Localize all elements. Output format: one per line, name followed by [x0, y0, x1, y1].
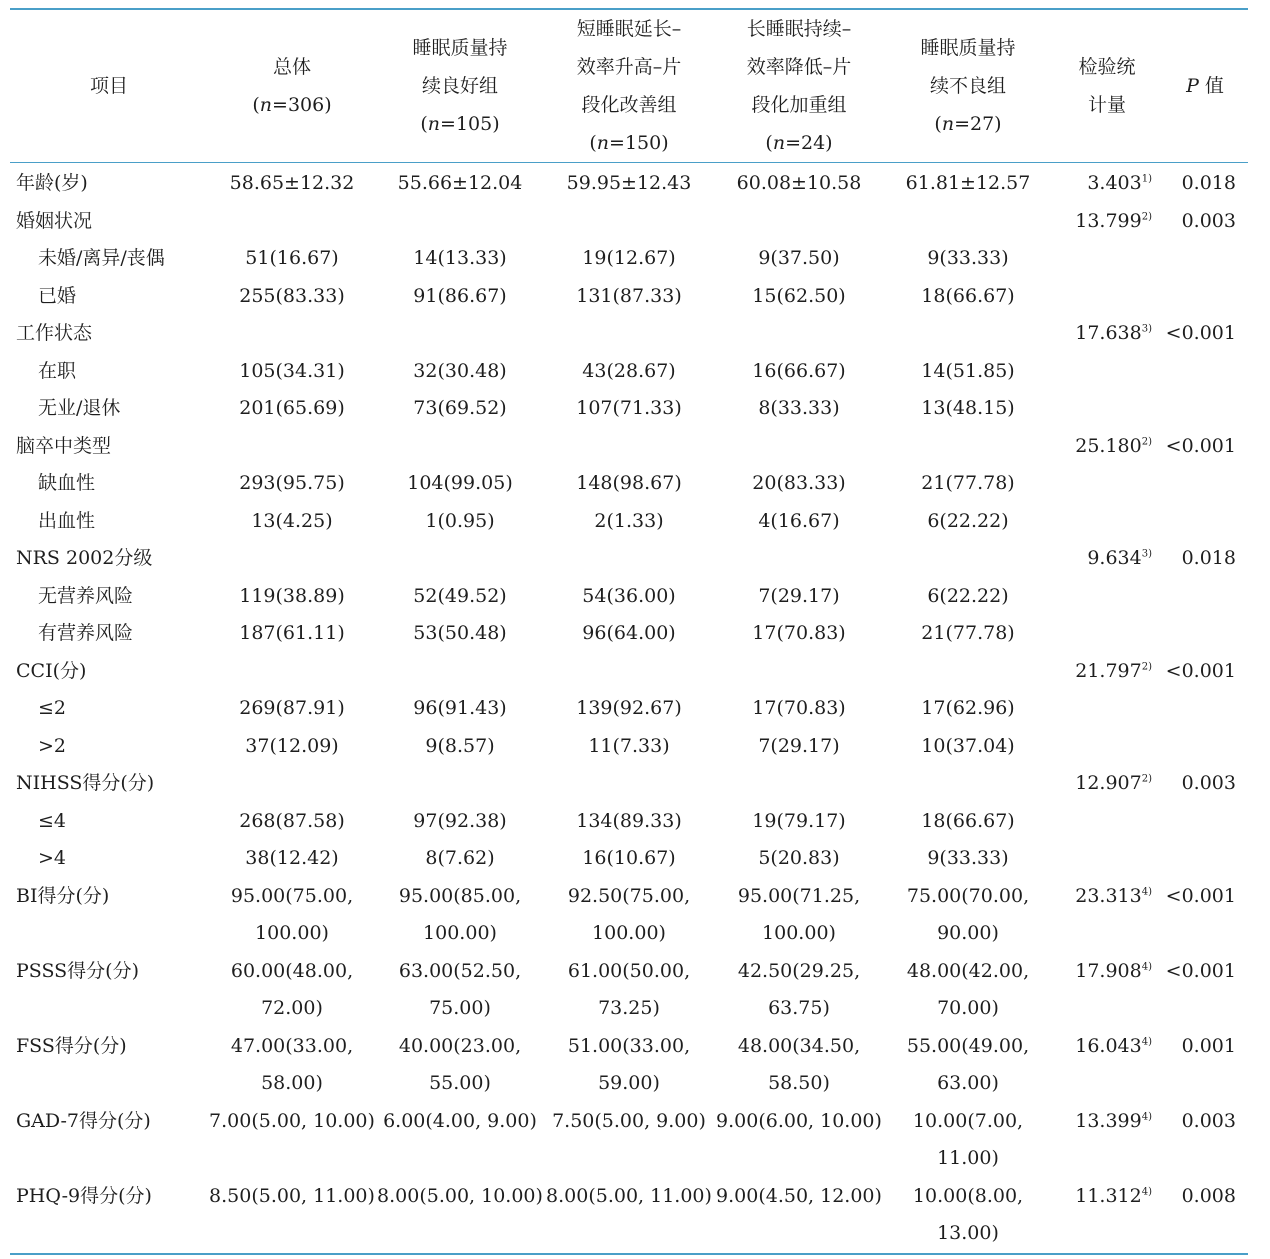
header-stat-line2: 计量 [1087, 94, 1126, 116]
stat-footnote: 4) [1141, 886, 1152, 898]
cell-g4: 13(48.15) [921, 397, 1015, 419]
cell-g3: 48.00(34.50, 58.50) [737, 1034, 861, 1094]
cell-g2: 11(7.33) [588, 734, 670, 757]
cell-g4 [884, 315, 1052, 353]
table-row [10, 465, 1248, 503]
stat-value: 9.634 [1087, 547, 1142, 569]
stat-footnote: 1) [1141, 173, 1152, 185]
cell-g2 [544, 203, 714, 241]
row-label: NRS 2002分级 [16, 547, 153, 569]
cell-g1: 91(86.67) [413, 284, 507, 307]
cell-g3 [714, 428, 884, 466]
cell-g3: 7(29.17) [758, 584, 840, 607]
cell-g3: 20(83.33) [752, 472, 846, 494]
row-label: >4 [38, 847, 67, 869]
cell-g1: 53(50.48) [413, 622, 507, 644]
header-group4: 睡眠质量持 续不良组 (n=27) [884, 9, 1052, 163]
cell-g3 [714, 765, 884, 803]
cell-g3 [714, 653, 884, 691]
cell-stat [1052, 1028, 1162, 1103]
cell-stat [1052, 653, 1162, 691]
cell-g4 [884, 653, 1052, 691]
cell-g1: 6.00(4.00, 9.00) [383, 1109, 537, 1132]
cell-g2: 131(87.33) [576, 284, 682, 307]
cell-g1 [376, 765, 544, 803]
table-row [10, 503, 1248, 541]
row-label: 脑卒中类型 [16, 434, 112, 457]
table-row [10, 540, 1248, 578]
cell-total: 60.00(48.00, 72.00) [230, 959, 354, 1019]
stat-footnote: 4) [1141, 961, 1152, 973]
stat-value: 13.799 [1075, 209, 1142, 232]
row-label: 年龄(岁) [16, 172, 88, 194]
cell-g3: 17(70.83) [752, 622, 846, 644]
cell-p: 0.018 [1181, 547, 1236, 569]
row-label: ≤2 [38, 697, 67, 719]
cell-g1: 96(91.43) [413, 697, 507, 719]
cell-total [208, 428, 376, 466]
cell-stat [1052, 803, 1162, 841]
header-group3-line1: 长睡眠持续– [746, 18, 852, 40]
cell-g2: 43(28.67) [582, 359, 676, 382]
stat-value: 13.399 [1075, 1109, 1142, 1132]
header-group4-n: =27 [954, 113, 995, 135]
cell-p [1162, 503, 1248, 541]
cell-total [208, 653, 376, 691]
cell-g1: 97(92.38) [413, 809, 507, 832]
table-row [10, 765, 1248, 803]
cell-total: 105(34.31) [239, 359, 345, 382]
n-letter: n [941, 113, 955, 135]
header-item-label: 项目 [89, 75, 128, 97]
cell-g4: 21(77.78) [921, 622, 1015, 644]
cell-p: 0.008 [1162, 1178, 1248, 1254]
cell-stat [1052, 465, 1162, 503]
table-row [10, 728, 1248, 766]
stat-value: 11.312 [1075, 1184, 1142, 1207]
header-group2-line1: 短睡眠延长– [576, 18, 682, 40]
row-label: 未婚/离异/丧偶 [38, 247, 165, 269]
header-stat-line1: 检验统 [1078, 56, 1136, 78]
cell-p [1162, 578, 1248, 616]
row-label: CCI(分) [16, 659, 87, 682]
stat-footnote: 2) [1141, 661, 1152, 673]
table-row [10, 278, 1248, 316]
cell-g3: 7(29.17) [758, 734, 840, 757]
table-row [10, 615, 1248, 653]
cell-total: 268(87.58) [239, 809, 345, 832]
cell-p: 0.003 [1181, 209, 1236, 232]
cell-g1: 32(30.48) [413, 359, 507, 382]
data-table [10, 8, 1248, 1255]
cell-p [1162, 240, 1248, 278]
cell-p: 0.001 [1181, 1034, 1236, 1057]
cell-g4: 10(37.04) [921, 734, 1015, 757]
row-label: 在职 [38, 359, 77, 382]
cell-p: 0.018 [1181, 172, 1236, 194]
stat-footnote: 4) [1141, 1036, 1152, 1048]
table-row [10, 390, 1248, 428]
cell-g4: 6(22.22) [927, 584, 1009, 607]
cell-g4: 14(51.85) [921, 359, 1015, 382]
header-group2-n: =150 [609, 132, 662, 154]
header-item [10, 9, 208, 163]
table-row [10, 953, 1248, 1028]
n-letter: n [772, 132, 786, 154]
header-group1-n: =105 [440, 113, 493, 135]
cell-total: 269(87.91) [239, 697, 345, 719]
header-p-letter: P [1186, 75, 1199, 97]
stat-footnote: 2) [1141, 436, 1152, 448]
cell-g4: 55.00(49.00, 63.00) [906, 1034, 1030, 1094]
cell-stat [1052, 728, 1162, 766]
cell-g2 [544, 428, 714, 466]
stat-footnote: 4) [1141, 1186, 1152, 1198]
cell-total: 119(38.89) [239, 584, 345, 607]
cell-total: 187(61.11) [239, 622, 345, 644]
cell-total: 51(16.67) [245, 247, 339, 269]
cell-g1: 52(49.52) [413, 584, 507, 607]
cell-total: 38(12.42) [245, 847, 339, 869]
row-label: BI得分(分) [16, 884, 110, 907]
cell-g4: 18(66.67) [921, 809, 1015, 832]
cell-total: 95.00(75.00, 100.00) [230, 884, 354, 944]
header-group4-line2: 续不良组 [929, 75, 1006, 97]
cell-g3 [714, 540, 884, 578]
header-group2-line3: 段化改善组 [581, 94, 677, 116]
row-label: 无业/退休 [38, 397, 121, 419]
cell-g2 [544, 765, 714, 803]
cell-g3: 9.00(6.00, 10.00) [716, 1109, 882, 1132]
cell-g4: 21(77.78) [921, 472, 1015, 494]
cell-total [208, 315, 376, 353]
cell-g1: 9(8.57) [425, 734, 495, 757]
cell-g3 [714, 203, 884, 241]
table-row [10, 840, 1248, 878]
cell-g3: 8(33.33) [758, 397, 840, 419]
cell-g1 [376, 428, 544, 466]
cell-total: 47.00(33.00, 58.00) [230, 1034, 354, 1094]
table-row [10, 690, 1248, 728]
cell-g2: 107(71.33) [576, 397, 682, 419]
cell-g2: 92.50(75.00, 100.00) [567, 884, 691, 944]
cell-g2: 7.50(5.00, 9.00) [552, 1109, 706, 1132]
cell-g2: 139(92.67) [576, 697, 682, 719]
cell-g4: 61.81±12.57 [905, 172, 1031, 194]
stat-footnote: 3) [1141, 323, 1152, 335]
cell-p: <0.001 [1165, 659, 1236, 682]
cell-total: 201(65.69) [239, 397, 345, 419]
table-row [10, 578, 1248, 616]
cell-stat [1052, 278, 1162, 316]
header-group3: 长睡眠持续– 效率降低–片 段化加重组 (n=24) [714, 9, 884, 163]
row-label: 已婚 [38, 284, 77, 307]
table-row [10, 1103, 1248, 1178]
stat-footnote: 2) [1141, 773, 1152, 785]
table-row [10, 1178, 1248, 1254]
cell-stat [1052, 240, 1162, 278]
header-group3-n: =24 [785, 132, 826, 154]
cell-p [1162, 353, 1248, 391]
header-group1: 睡眠质量持 续良好组 (n=105) [376, 9, 544, 163]
n-letter: n [427, 113, 441, 135]
cell-g1 [376, 653, 544, 691]
row-label: 有营养风险 [38, 622, 134, 644]
cell-g1: 8(7.62) [425, 847, 495, 869]
cell-total: 58.65±12.32 [229, 172, 355, 194]
table-row [10, 428, 1248, 466]
cell-g4: 9(33.33) [927, 247, 1009, 269]
cell-p [1162, 728, 1248, 766]
stat-value: 16.043 [1075, 1034, 1142, 1057]
cell-stat [1052, 203, 1162, 241]
table-row [10, 203, 1248, 241]
table-row [10, 1028, 1248, 1103]
stat-footnote: 2) [1141, 211, 1152, 223]
cell-stat [1052, 1103, 1162, 1178]
row-label: NIHSS得分(分) [16, 772, 155, 794]
cell-total: 8.50(5.00, 11.00) [208, 1178, 376, 1254]
cell-g1: 40.00(23.00, 55.00) [398, 1034, 522, 1094]
cell-g2: 19(12.67) [582, 247, 676, 269]
cell-stat [1052, 840, 1162, 878]
header-p [1162, 9, 1248, 163]
cell-g3: 9(37.50) [758, 247, 840, 269]
cell-total: 7.00(5.00, 10.00) [209, 1109, 375, 1132]
header-row [10, 9, 1248, 163]
cell-p [1162, 465, 1248, 503]
table-row [10, 803, 1248, 841]
cell-g4: 48.00(42.00, 70.00) [906, 959, 1030, 1019]
cell-total: 37(12.09) [245, 734, 339, 757]
row-label: PHQ-9得分(分) [10, 1178, 208, 1254]
stat-value: 12.907 [1075, 772, 1142, 794]
cell-g3: 42.50(29.25, 63.75) [737, 959, 861, 1019]
header-group3-line2: 效率降低–片 [746, 56, 852, 78]
cell-p [1162, 615, 1248, 653]
row-label: ≤4 [38, 809, 67, 832]
cell-stat [1052, 540, 1162, 578]
cell-stat [1052, 163, 1162, 203]
cell-g1: 95.00(85.00, 100.00) [398, 884, 522, 944]
cell-stat [1052, 390, 1162, 428]
header-group2-line2: 效率升高–片 [576, 56, 682, 78]
row-label: 出血性 [38, 509, 96, 532]
cell-stat [1052, 353, 1162, 391]
table-header [10, 9, 1248, 163]
cell-g2: 96(64.00) [582, 622, 676, 644]
header-total: 总体 (n=306) [208, 9, 376, 163]
header-group4-line1: 睡眠质量持 [920, 37, 1016, 59]
cell-g4: 10.00(7.00, 11.00) [912, 1109, 1024, 1169]
cell-g3: 9.00(4.50, 12.00) [714, 1178, 884, 1254]
cell-stat [1052, 578, 1162, 616]
header-total-n: =306 [272, 94, 325, 116]
row-label: 工作状态 [16, 322, 93, 344]
table-row [10, 653, 1248, 691]
cell-total: 13(4.25) [251, 509, 333, 532]
cell-g1: 63.00(52.50, 75.00) [398, 959, 522, 1019]
cell-total [208, 203, 376, 241]
n-letter: n [259, 94, 273, 116]
cell-stat [1052, 765, 1162, 803]
stat-footnote: 4) [1141, 1111, 1152, 1123]
cell-g2: 16(10.67) [582, 847, 676, 869]
cell-g3: 17(70.83) [752, 697, 846, 719]
cell-g4 [884, 428, 1052, 466]
table-row [10, 240, 1248, 278]
stat-value: 21.797 [1075, 659, 1142, 682]
header-total-label: 总体 [272, 56, 311, 78]
row-label: PSSS得分(分) [16, 959, 139, 982]
cell-g1: 8.00(5.00, 10.00) [376, 1178, 544, 1254]
cell-g3: 15(62.50) [752, 284, 846, 307]
header-stat [1052, 9, 1162, 163]
cell-g4: 18(66.67) [921, 284, 1015, 307]
table-row [10, 878, 1248, 953]
cell-g1: 73(69.52) [413, 397, 507, 419]
cell-g2: 8.00(5.00, 11.00) [544, 1178, 714, 1254]
header-group1-line2: 续良好组 [421, 75, 498, 97]
table-row [10, 315, 1248, 353]
row-label: FSS得分(分) [16, 1034, 127, 1057]
stat-value: 17.638 [1075, 322, 1142, 344]
cell-p: <0.001 [1165, 959, 1236, 982]
n-letter: n [596, 132, 610, 154]
cell-p: <0.001 [1165, 322, 1236, 344]
header-p-word: 值 [1204, 75, 1224, 97]
stat-value: 3.403 [1087, 172, 1142, 194]
cell-g4 [884, 540, 1052, 578]
cell-g4: 9(33.33) [927, 847, 1009, 869]
cell-g2: 134(89.33) [576, 809, 682, 832]
cell-stat [1052, 953, 1162, 1028]
stat-value: 23.313 [1075, 884, 1142, 907]
cell-p: 0.003 [1181, 772, 1236, 794]
cell-g3: 16(66.67) [752, 359, 846, 382]
cell-stat [1052, 503, 1162, 541]
cell-g2: 2(1.33) [594, 509, 664, 532]
cell-g4 [884, 765, 1052, 803]
cell-p [1162, 278, 1248, 316]
row-label: 婚姻状况 [16, 209, 93, 232]
header-group3-line3: 段化加重组 [751, 94, 847, 116]
row-label: GAD-7得分(分) [16, 1109, 151, 1132]
cell-g2 [544, 315, 714, 353]
cell-g3: 95.00(71.25, 100.00) [737, 884, 861, 944]
cell-g1: 1(0.95) [425, 509, 495, 532]
cell-g1: 55.66±12.04 [397, 172, 523, 194]
cell-g1: 14(13.33) [413, 247, 507, 269]
cell-g2: 51.00(33.00, 59.00) [567, 1034, 691, 1094]
cell-p [1162, 840, 1248, 878]
cell-p [1162, 690, 1248, 728]
cell-g3: 60.08±10.58 [736, 172, 862, 194]
cell-p: 0.003 [1181, 1109, 1236, 1132]
cell-stat [1052, 1178, 1162, 1254]
cell-g2: 54(36.00) [582, 584, 676, 607]
cell-g1 [376, 315, 544, 353]
cell-g4: 10.00(8.00, 13.00) [884, 1178, 1052, 1254]
table-row [10, 163, 1248, 203]
cell-stat [1052, 690, 1162, 728]
stat-footnote: 3) [1141, 548, 1152, 560]
cell-g3 [714, 315, 884, 353]
cell-stat [1052, 615, 1162, 653]
cell-g3: 4(16.67) [758, 509, 840, 532]
cell-g2: 148(98.67) [576, 472, 682, 494]
cell-g4: 17(62.96) [921, 697, 1015, 719]
cell-g1 [376, 203, 544, 241]
cell-p: <0.001 [1165, 434, 1236, 457]
table-body [10, 163, 1248, 1254]
row-label: 缺血性 [38, 472, 96, 494]
table-row [10, 353, 1248, 391]
cell-total [208, 765, 376, 803]
cell-g1 [376, 540, 544, 578]
cell-g2 [544, 540, 714, 578]
cell-p: <0.001 [1165, 884, 1236, 907]
row-label: 无营养风险 [38, 584, 134, 607]
cell-p [1162, 390, 1248, 428]
cell-g2: 61.00(50.00, 73.25) [567, 959, 691, 1019]
row-label: >2 [38, 734, 67, 757]
cell-p [1162, 803, 1248, 841]
cell-g4: 6(22.22) [927, 509, 1009, 532]
cell-g4 [884, 203, 1052, 241]
cell-g3: 5(20.83) [758, 847, 840, 869]
cell-g1: 104(99.05) [407, 472, 513, 494]
stat-value: 17.908 [1075, 959, 1142, 982]
cell-total [208, 540, 376, 578]
cell-stat [1052, 878, 1162, 953]
cell-g2: 59.95±12.43 [566, 172, 692, 194]
stat-value: 25.180 [1075, 434, 1142, 457]
cell-total: 255(83.33) [239, 284, 345, 307]
cell-g3: 19(79.17) [752, 809, 846, 832]
cell-stat [1052, 428, 1162, 466]
cell-stat [1052, 315, 1162, 353]
cell-g2 [544, 653, 714, 691]
header-group2: 短睡眠延长– 效率升高–片 段化改善组 (n=150) [544, 9, 714, 163]
header-group1-line1: 睡眠质量持 [412, 37, 508, 59]
cell-total: 293(95.75) [239, 472, 345, 494]
cell-g4: 75.00(70.00, 90.00) [906, 884, 1030, 944]
